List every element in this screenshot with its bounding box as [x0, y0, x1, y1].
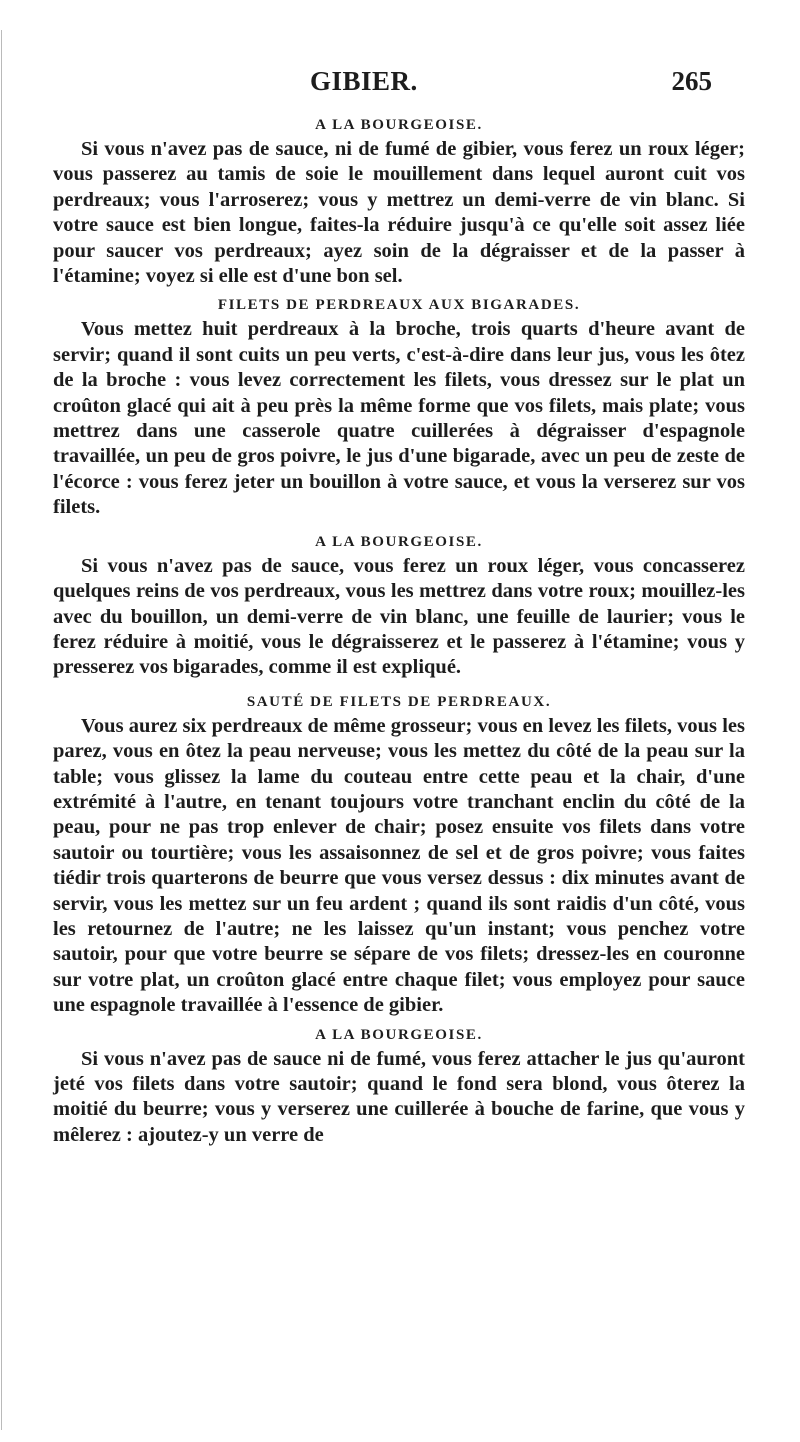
section-heading: A LA BOURGEOISE. [315, 117, 483, 133]
running-head [88, 66, 712, 102]
body-text [53, 113, 745, 1148]
section-paragraph: Vous mettez huit perdreaux à la broche, trois quarts d'heure avant de servir; quand il sont cuits un peu verts, c'est-à-dire dans leur jus, vous les ôtez de la broche : vous levez correctement les filets, vous dressez sur le plat un croûton glacé qui ait à peu près la même forme que vos filets, mais plate; vous mettrez dans une casserole quatre cuillerées à dégraisser d'espagnole travaillée, un peu de gros poivre, le jus d'une bigarade, avec un peu de zeste de l'écorce : vous ferez jeter un bouillon à votre sauce, et vous la verserez sur vos filets. [53, 318, 745, 519]
section-paragraph: Vous aurez six perdreaux de même grosseur; vous en levez les filets, vous les parez, vous en ôtez la peau nerveuse; vous les mettez du côté de la peau sur la table; vous glissez la lame du couteau entre cette peau et la chair, d'une extrémité à l'autre, en tenant toujours votre tranchant enclin du côté de la peau, pour ne pas trop enlever de chair; posez ensuite vos filets dans votre sautoir ou tourtière; vous les assaisonnez de sel et de gros poivre; vous faites tiédir trois quarterons de beurre que vous versez dessus : dix minutes avant de servir, vous les mettez sur un feu ardent ; quand ils sont raidis d'un côté, vous les retournez de l'autre; ne les laissez qu'un instant; vous penchez votre sautoir, pour que votre beurre se sépare de vos filets; dressez-les en couronne sur votre plat, un croûton glacé entre chaque filet; vous employez pour sauce une espagnole travaillée à l'essence de gibier. [53, 714, 745, 1017]
section-heading: FILETS DE PERDREAUX AUX BIGARADES. [217, 297, 581, 314]
section-heading: SAUTÉ DE FILETS DE PERDREAUX. [246, 693, 552, 710]
page-number: 265 [671, 66, 712, 96]
running-head-title: GIBIER. [310, 66, 418, 96]
section-heading: A LA BOURGEOISE. [315, 1026, 483, 1043]
section-heading: A LA BOURGEOISE. [315, 533, 483, 550]
section-paragraph: Si vous n'avez pas de sauce, vous ferez un roux léger, vous concasserez quelques reins de vos perdreaux, vous les mettrez dans votre roux; mouillez-les avec du bouillon, un demi-verre de vin blanc, une feuille de laurier; vous le ferez réduire à moitié, vous le dégraisserez et le passerez à l'étamine; vous y presserez vos bigarades, comme il est expliqué. [53, 554, 745, 679]
page-edge-shadow [1, 30, 2, 1430]
section-paragraph: Si vous n'avez pas de sauce, ni de fumé de gibier, vous ferez un roux léger; vous passerez au tamis de soie le mouillement dans lequel auront cuit vos perdreaux; vous l'arroserez; vous y mettrez un demi-verre de vin blanc. Si votre sauce est bien longue, faites-la réduire jusqu'à ce qu'elle soit assez liée pour saucer vos perdreaux; ayez soin de la dégraisser et de la passer à l'étamine; voyez si elle est d'une bon sel. [53, 138, 745, 288]
section-paragraph: Si vous n'avez pas de sauce ni de fumé, vous ferez attacher le jus qu'auront jeté vos filets dans votre sautoir; quand le fond sera blond, vous ôterez la moitié du beurre; vous y verserez une cuillerée à bouche de farine, que vous y mêlerez : ajoutez-y un verre de [53, 1047, 745, 1146]
